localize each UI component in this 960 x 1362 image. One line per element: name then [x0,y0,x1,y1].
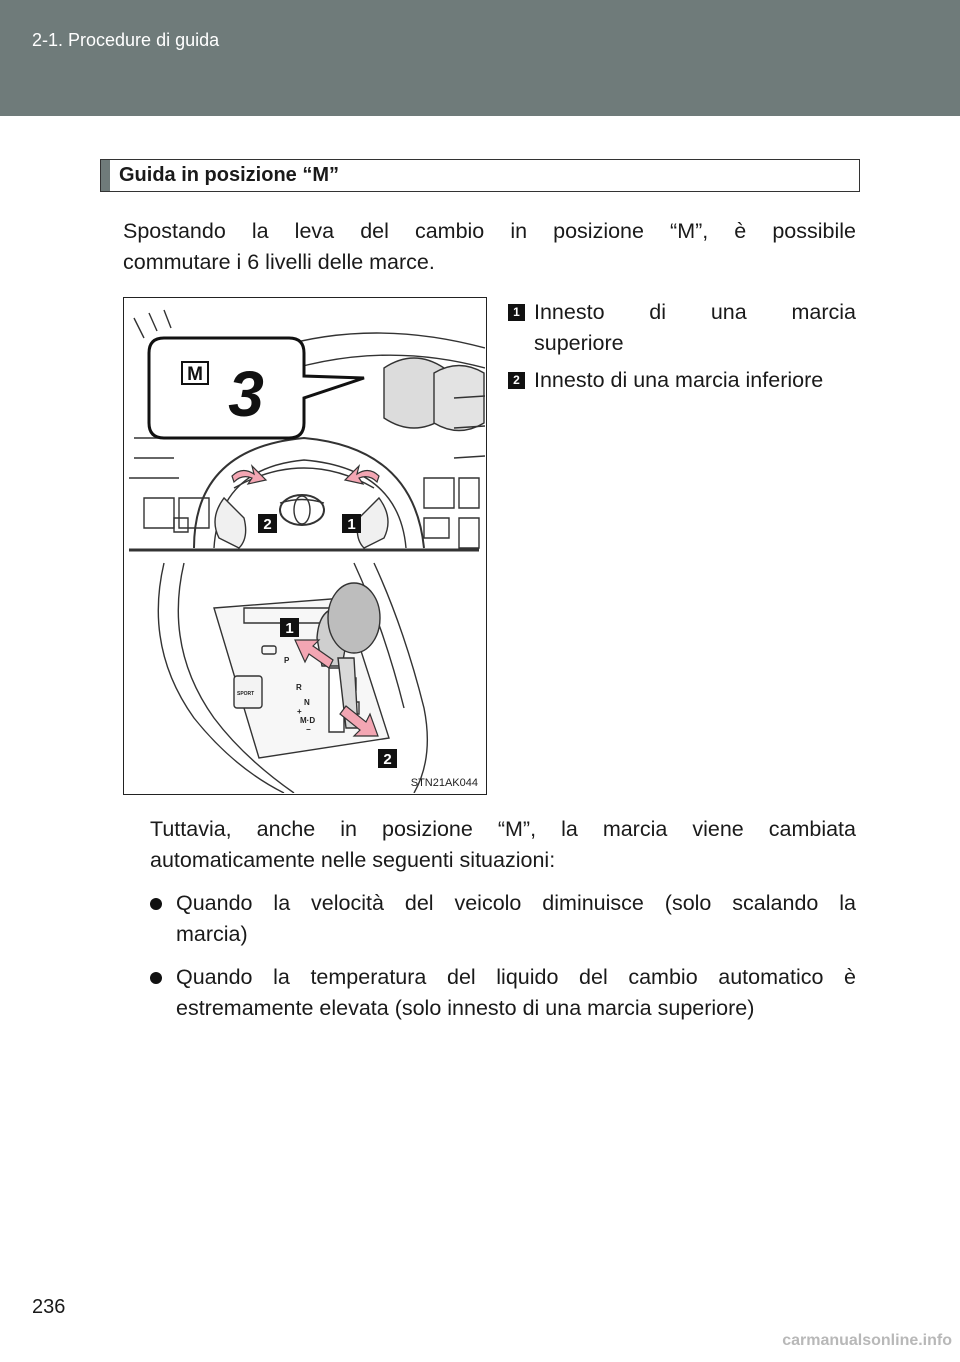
legend-item [508,297,856,359]
followup-line-1: Tuttavia, anche in posizione “M”, la marcia viene cambiata [150,817,856,841]
shift-n-label: N [304,698,310,707]
figure-legend [508,297,856,402]
legend-text-line: superiore [534,331,624,355]
legend-number-badge: 2 [508,372,525,389]
callout-2-paddle-label: 2 [263,516,272,533]
intro-line-2: commutare i 6 livelli delle marce. [123,250,435,274]
gear-shift-illustration [123,297,487,795]
subsection-heading [100,159,860,192]
legend-item [508,365,856,396]
bullet-line-1: Quando la temperatura del liquido del cambio automatico è [176,965,856,989]
bullet-line-1: Quando la velocità del veicolo diminuisce (solo scalando la [176,891,856,915]
followup-line-2: automaticamente nelle seguenti situazioni: [150,848,556,872]
list-item [150,888,856,950]
bullet-line-2: marcia) [176,922,248,946]
figure-code: STN21AK044 [410,777,478,789]
intro-line-1: Spostando la leva del cambio in posizione “M”, è possibile [123,219,856,243]
section-title: 2-1. Procedure di guida [32,30,220,50]
downshift-paddle-arrow [232,466,266,484]
callout-1-lever-label: 1 [285,620,294,637]
page-number: 236 [32,1296,66,1318]
page-header [0,0,960,116]
heading-accent-bar [101,160,110,191]
legend-number-badge: 1 [508,304,525,321]
shift-d-label: M·D [300,716,316,725]
bullet-line-2: estremamente elevata (solo innesto di una marcia superiore) [176,996,755,1020]
followup-paragraph [150,814,856,876]
shift-r-label: R [296,683,302,692]
bullet-list [150,888,856,1036]
shift-minus-label: − [306,725,311,734]
callout-2-lever-label: 2 [383,751,392,768]
watermark: carmanualsonline.info [782,1332,952,1349]
bullet-dot-icon [150,898,162,910]
bullet-dot-icon [150,972,162,984]
display-gear-digit: 3 [228,358,264,430]
shift-plus-label: + [297,707,302,716]
sport-button-label: SPORT [237,691,255,697]
callout-1-paddle-label: 1 [347,516,356,533]
legend-text-line: Innesto di una marcia inferiore [534,368,824,392]
display-mode-letter: M [187,364,203,385]
illustration-svg [124,298,485,793]
shift-p-label: P [284,656,290,665]
intro-paragraph [123,216,856,278]
list-item [150,962,856,1024]
heading-title: Guida in posizione “M” [119,164,339,186]
legend-text-line: Innesto di una marcia [534,300,856,324]
